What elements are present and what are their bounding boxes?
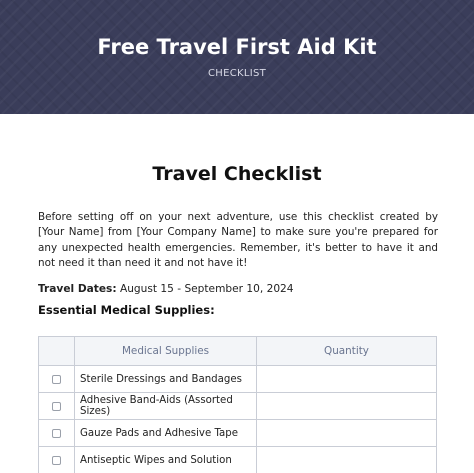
row-checkbox[interactable] [52,402,61,411]
row-checkbox[interactable] [52,456,61,465]
supply-item: Gauze Pads and Adhesive Tape [75,420,257,447]
row-checkbox[interactable] [52,375,61,384]
banner-title: Free Travel First Aid Kit [97,35,377,59]
document-title: Travel Checklist [152,163,322,185]
supply-item: Antiseptic Wipes and Solution [75,447,257,473]
checkbox-cell [39,366,75,393]
quantity-cell[interactable] [257,420,437,447]
supplies-table [38,336,437,473]
table-row [39,366,437,393]
checkbox-cell [39,393,75,420]
supply-item: Sterile Dressings and Bandages [75,366,257,393]
header-quantity: Quantity [257,337,437,366]
checkbox-cell [39,420,75,447]
supply-item: Adhesive Band-Aids (Assorted Sizes) [75,393,257,420]
header-banner [0,0,474,114]
table-row [39,393,437,420]
quantity-cell[interactable] [257,366,437,393]
quantity-cell[interactable] [257,393,437,420]
section-heading: Essential Medical Supplies: [38,303,215,317]
row-checkbox[interactable] [52,429,61,438]
quantity-cell[interactable] [257,447,437,473]
table-header-row [39,337,437,366]
table-row [39,447,437,473]
travel-dates-value: August 15 - September 10, 2024 [116,283,294,295]
checkbox-cell [39,447,75,473]
banner-subtitle: CHECKLIST [207,68,267,79]
intro-paragraph: Before setting off on your next adventure, use this checklist created by [Your Name] from [Your Company Name] to make sure you're prepared for any unexpected health emergencies. Remember, it's better to have it and not need it than need it and not have it! [38,211,438,269]
travel-dates [38,283,294,295]
table-row [39,420,437,447]
header-medical-supplies: Medical Supplies [75,337,257,366]
header-checkbox-column [39,337,75,366]
travel-dates-label: Travel Dates: [38,283,117,295]
